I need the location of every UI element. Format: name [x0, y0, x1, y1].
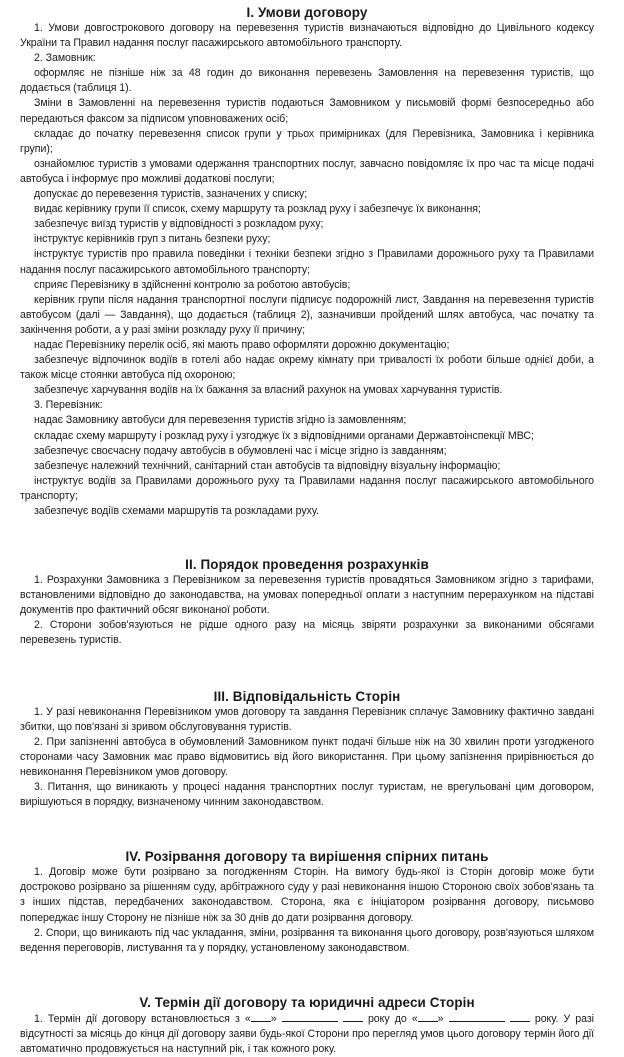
end-month-blank[interactable] [449, 1011, 505, 1022]
paragraph: складає схему маршруту і розклад руху і узгоджує їх з відповідними органами Державтоінспекції МВС; [34, 429, 534, 442]
section-contract-terms [20, 3, 594, 519]
paragraph: 2. При запізненні автобуса в обумовлений Замовником пункт подачі більше ніж на 30 хвилин проти узгодженого сторонами часу Замовник має право відмовитись від його використання. При цьому запізнення прирівнюється до невиконання Перевізником умов договору. [20, 735, 594, 778]
section-title: I. Умови договору [246, 4, 368, 20]
paragraph: забезпечує відпочинок водіїв в готелі або надає окрему кімнату при тривалості їх роботи більше однієї доби, а також місце стоянки автобуса під охороною; [20, 354, 594, 382]
section-title: IV. Розірвання договору та вирішення спірних питань [125, 848, 489, 865]
section-body [20, 865, 594, 956]
paragraph: складає до початку перевезення список групи у трьох примірниках (для Перевізника, Замовника і керівника групи); [20, 127, 594, 155]
section-termination-disputes [20, 847, 594, 956]
paragraph: 3. Перевізник: [34, 399, 103, 412]
paragraph: оформляє не пізніше ніж за 48 годин до виконання перевезень Замовлення на перевезення туристів, що додається (таблиця 1). [20, 67, 594, 95]
paragraph: 1. Умови довгострокового договору на перевезення туристів визначаються відповідно до Цивільного кодексу України та Правил надання послуг пасажирського автомобільного транспорту. [20, 22, 594, 50]
section-spacer [20, 810, 594, 847]
section-body [20, 705, 594, 811]
term-clause-text: року до « [362, 1012, 418, 1025]
paragraph: забезпечує належний технічний, санітарний стан автобусів та відповідну візуальну інформацію; [34, 459, 501, 472]
term-clause [20, 1011, 594, 1057]
paragraph: 1. У разі невиконання Перевізником умов договору та завдання Перевізник сплачує Замовнику фактично завдані збитки, що пов'язані зі зривом обслуговування туристів. [20, 705, 594, 733]
paragraph: інструктує туристів про правила поведінки і техніки безпеки згідно з Правилами дорожнього руху та Правилами надання послуг пасажирського автомобільного транспорту; [20, 248, 594, 276]
section-title: III. Відповідальність Сторін [213, 687, 401, 704]
paragraph: видає керівнику групи її список, схему маршруту та розклад руху і забезпечує їх виконання; [34, 203, 481, 216]
start-day-blank[interactable] [251, 1011, 271, 1022]
term-clause-text: » [437, 1012, 449, 1025]
paragraph: 2. Сторони зобов'язуються не рідше одного разу на місяць звіряти розрахунки за виконаними обсягами перевезень туристів. [20, 619, 594, 647]
paragraph: 1. Розрахунки Замовника з Перевізником за перевезення туристів провадяться Замовником згідно з тарифами, встановленими відповідно до законодавства, на умовах попередньої оплати з наступним перерахунком на підставі документів про фактичний обсяг виконаної роботи. [20, 574, 594, 617]
paragraph: забезпечує водіїв схемами маршрутів та розкладами руху. [34, 505, 319, 517]
end-day-blank[interactable] [418, 1011, 438, 1022]
paragraph: надає Перевізнику перелік осіб, які мають право оформляти дорожню документацію; [34, 338, 450, 351]
term-clause-prefix: 1. Термін дії договору встановлюється з « [34, 1012, 251, 1025]
section-title: II. Порядок проведення розрахунків [185, 556, 429, 573]
paragraph: 2. Замовник: [34, 52, 96, 65]
end-year-blank[interactable] [510, 1011, 530, 1022]
term-clause-text: » [270, 1012, 282, 1025]
section-spacer [20, 956, 594, 993]
paragraph: забезпечує своєчасну подачу автобусів в обумовлені час і місце згідно із завданням; [34, 444, 447, 457]
section-spacer [20, 519, 594, 555]
paragraph: інструктує водіїв за Правилами дорожнього руху та Правилами надання послуг пасажирського автомобільного транспорту; [20, 474, 594, 502]
paragraph: забезпечує виїзд туристів у відповідності з розкладом руху; [34, 218, 324, 231]
section-term-and-addresses [20, 993, 594, 1057]
section-payment-procedure [20, 555, 594, 648]
section-title: V. Термін дії договору та юридичні адреси Сторін [139, 993, 475, 1010]
paragraph: керівник групи після надання транспортної послуги підписує подорожній лист, Завдання на перевезення туристів автобусом (далі — Завдання), що додається (таблиця 2), зазначивши пройдений шлях автобуса, час початку та закінчення роботи, а у разі зміни розкладу руху її причину; [20, 293, 594, 336]
section-body [20, 1011, 594, 1057]
start-month-blank[interactable] [282, 1011, 338, 1022]
start-year-blank[interactable] [343, 1011, 363, 1022]
section-body [20, 21, 594, 519]
paragraph: забезпечує харчування водіїв на їх бажання за власний рахунок на умовах харчування туристів. [34, 384, 503, 397]
section-body [20, 573, 594, 648]
paragraph: Зміни в Замовленні на перевезення туристів подаються Замовником у письмовій формі безпосередньо або передаються факсом за підписом уповноважених осіб; [20, 97, 594, 125]
paragraph: сприяє Перевізнику в здійсненні контролю за роботою автобусів; [34, 278, 351, 291]
paragraph: 1. Договір може бути розірвано за погодженням Сторін. На вимогу будь-якої із Сторін договір може бути достроково розірвано за рішенням суду, арбітражного суду у разі невиконання іншою Стороною своїх зобов'язань та з інших підстав, передбачених законодавством. Сторона, яка є ініціатором розірвання договору, письмово попереджає іншу Сторону не пізніше ніж за 30 днів до дати розірвання договору. [20, 866, 594, 924]
paragraph: ознайомлює туристів з умовами одержання транспортних послуг, завчасно повідомляє їх про час та місце подачі автобуса і інформує про можливі додаткові послуги; [20, 157, 594, 185]
term-clause-suffix: року. У разі відсутності за місяць до кінця дії договору заяви будь-якої Сторони про перегляд умов цього договору термін його дії автоматично продовжується на наступний рік, і так кожного року. [20, 1012, 594, 1055]
paragraph: 3. Питання, що виникають у процесі надання транспортних послуг туристам, не врегульовані цим договором, вирішуються в порядку, визначеному чинним законодавством. [20, 781, 594, 809]
paragraph: надає Замовнику автобуси для перевезення туристів згідно із замовленням; [34, 414, 407, 427]
section-liability [20, 687, 594, 811]
paragraph: інструктує керівників груп з питань безпеки руху; [34, 233, 271, 246]
section-spacer [20, 649, 594, 687]
paragraph: 2. Спори, що виникають під час укладання, зміни, розірвання та виконання цього договору, розв'язуються шляхом ведення переговорів, листування та у порядку, установленому законодавством. [20, 926, 594, 954]
paragraph: допускає до перевезення туристів, зазначених у списку; [34, 188, 308, 201]
